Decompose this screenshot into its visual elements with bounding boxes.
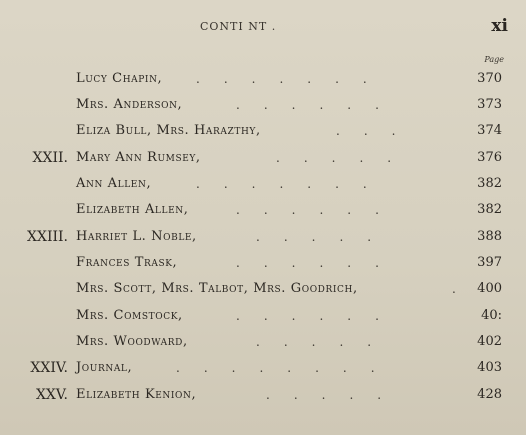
toc-entry <box>0 173 526 195</box>
toc-entry <box>0 278 526 300</box>
entry-title: Elizabeth Kenion, <box>76 387 197 402</box>
entry-title: Mrs. Scott, Mrs. Talbot, Mrs. Goodrich, <box>76 281 358 296</box>
entry-page: 402 <box>477 334 502 349</box>
entry-page: 388 <box>477 229 502 244</box>
chapter-number: XXIV. <box>30 360 68 376</box>
dot-leader: . . . . . <box>256 230 372 244</box>
dot-leader: . . . . . . . <box>196 72 367 86</box>
entry-page: 403 <box>477 360 502 375</box>
entry-title: Harriet L. Noble, <box>76 229 197 244</box>
entry-page: 374 <box>477 123 502 138</box>
entry-title: Mrs. Anderson, <box>76 97 183 112</box>
toc-entry <box>0 305 526 327</box>
dot-leader: . <box>452 282 456 296</box>
entry-title: Elizabeth Allen, <box>76 202 189 217</box>
entry-title: Journal, <box>76 360 133 375</box>
entry-page: 428 <box>477 387 502 402</box>
entry-page: 376 <box>477 150 502 165</box>
toc-entry <box>0 384 526 406</box>
toc-entry <box>0 147 526 169</box>
entry-title: Lucy Chapin, <box>76 71 163 86</box>
entry-title: Eliza Bull, Mrs. Harazthy, <box>76 123 261 138</box>
entry-title: Mrs. Comstock, <box>76 308 183 323</box>
toc-entry <box>0 94 526 116</box>
entry-title: Mary Ann Rumsey, <box>76 150 201 165</box>
running-head: CONTI NT . <box>200 20 277 33</box>
toc-entry <box>0 331 526 353</box>
dot-leader: . . . . . <box>276 151 392 165</box>
toc-entry <box>0 199 526 221</box>
chapter-number: XXIII. <box>27 229 68 245</box>
dot-leader: . . . . . <box>256 335 372 349</box>
toc-entry <box>0 120 526 142</box>
dot-leader: . . . . . <box>266 388 382 402</box>
chapter-number: XXII. <box>32 150 68 166</box>
dot-leader: . . . . . . . . <box>176 361 375 375</box>
entry-title: Ann Allen, <box>76 176 152 191</box>
dot-leader: . . . . . . . <box>196 177 367 191</box>
chapter-number: XXV. <box>35 387 68 403</box>
entry-page: 382 <box>477 202 502 217</box>
dot-leader: . . . . . . <box>236 203 379 217</box>
page-header <box>0 18 526 38</box>
dot-leader: . . . . . . <box>236 309 379 323</box>
entry-title: Frances Trask, <box>76 255 178 270</box>
toc-entry <box>0 357 526 379</box>
entry-page: 373 <box>477 97 502 112</box>
toc-entry <box>0 252 526 274</box>
entry-page: 40: <box>481 308 502 323</box>
entry-page: 370 <box>477 71 502 86</box>
dot-leader: . . . <box>336 124 396 138</box>
dot-leader: . . . . . . <box>236 256 379 270</box>
dot-leader: . . . . . . <box>236 98 379 112</box>
entry-page: 400 <box>477 281 502 296</box>
entry-page: 382 <box>477 176 502 191</box>
page-column-label: Page <box>484 55 504 64</box>
toc-entry <box>0 226 526 248</box>
entry-title: Mrs. Woodward, <box>76 334 188 349</box>
page-folio: xi <box>491 16 508 36</box>
entry-page: 397 <box>477 255 502 270</box>
toc-entry <box>0 68 526 90</box>
